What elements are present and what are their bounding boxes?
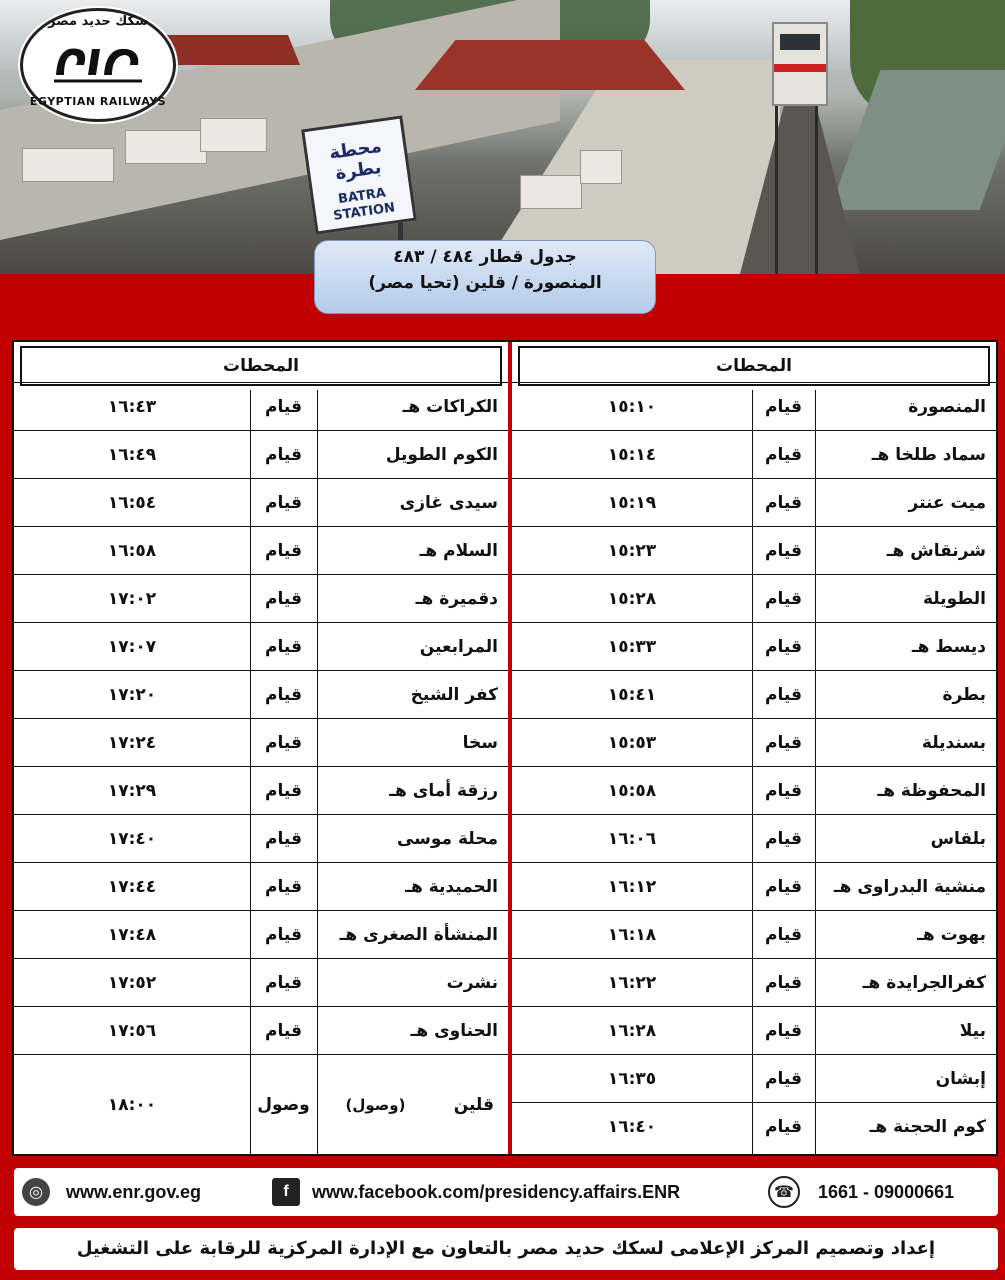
logo-english-text: EGYPTIAN RAILWAYS bbox=[29, 95, 167, 108]
station-name: المنصورة bbox=[908, 397, 986, 417]
status-label: قيام bbox=[765, 1069, 802, 1089]
train-image bbox=[772, 22, 828, 106]
table-row bbox=[14, 814, 508, 863]
status-label: قيام bbox=[265, 877, 302, 897]
table-row bbox=[14, 718, 508, 767]
table-row bbox=[512, 1054, 996, 1103]
status-label: قيام bbox=[265, 925, 302, 945]
station-name: كفر الشيخ bbox=[410, 685, 498, 705]
status-label: قيام bbox=[765, 1021, 802, 1041]
departure-time: ١٧:٠٧ bbox=[107, 637, 157, 657]
station-sign-english: BATRA STATION bbox=[332, 185, 396, 224]
table-row bbox=[512, 814, 996, 863]
status-label: قيام bbox=[265, 781, 302, 801]
status-label: قيام bbox=[765, 829, 802, 849]
station-name: سخا bbox=[462, 733, 498, 753]
departure-time: ١٦:٥٤ bbox=[107, 493, 157, 513]
logo-mark-icon bbox=[48, 35, 148, 91]
departure-time: ١٦:٤٩ bbox=[107, 445, 157, 465]
table-row bbox=[512, 670, 996, 719]
schedule-table bbox=[12, 340, 998, 1156]
table-row bbox=[14, 622, 508, 671]
station-name: الحميدية هـ bbox=[405, 877, 498, 897]
table-row bbox=[512, 718, 996, 767]
departure-time: ١٥:٢٨ bbox=[607, 589, 657, 609]
phone-icon: ☎ bbox=[768, 1176, 800, 1208]
table-row bbox=[512, 862, 996, 911]
departure-time: ١٦:٢٨ bbox=[607, 1021, 657, 1041]
table-row bbox=[512, 958, 996, 1007]
station-sign bbox=[301, 115, 417, 234]
status-label: قيام bbox=[765, 397, 802, 417]
station-name: بهوت هـ bbox=[917, 925, 986, 945]
station-name: بلقاس bbox=[930, 829, 986, 849]
status-label: قيام bbox=[265, 1021, 302, 1041]
table-row bbox=[14, 526, 508, 575]
status-label: قيام bbox=[765, 493, 802, 513]
departure-time: ١٥:١٤ bbox=[607, 445, 657, 465]
status-label: قيام bbox=[765, 637, 802, 657]
table-row bbox=[512, 910, 996, 959]
departure-time: ١٥:٢٣ bbox=[607, 541, 657, 561]
status-label: قيام bbox=[765, 541, 802, 561]
table-row bbox=[512, 430, 996, 479]
table-row-final bbox=[14, 1054, 508, 1155]
departure-time: ١٧:٢٩ bbox=[107, 781, 157, 801]
website-link[interactable]: www.enr.gov.eg bbox=[66, 1182, 202, 1202]
status-label: قيام bbox=[765, 733, 802, 753]
table-row bbox=[14, 574, 508, 623]
table-row bbox=[14, 862, 508, 911]
status-label: قيام bbox=[265, 445, 302, 465]
station-sign-arabic: محطة بطرة bbox=[327, 135, 383, 185]
departure-time: ١٦:٢٢ bbox=[607, 973, 657, 993]
logo-arabic-text: سكك حديد مصر bbox=[48, 14, 148, 29]
table-row bbox=[512, 382, 996, 431]
phone-number: 1661 - 09000661 bbox=[818, 1182, 955, 1202]
arrival-status: وصول bbox=[257, 1095, 310, 1115]
facebook-link[interactable]: www.facebook.com/presidency.affairs.ENR bbox=[312, 1182, 681, 1202]
departure-time: ١٧:٢٤ bbox=[107, 733, 157, 753]
status-label: قيام bbox=[265, 637, 302, 657]
status-label: قيام bbox=[765, 685, 802, 705]
status-label: قيام bbox=[265, 733, 302, 753]
departure-time: ١٥:٥٣ bbox=[607, 733, 657, 753]
station-name: الطويلة bbox=[922, 589, 986, 609]
status-label: قيام bbox=[265, 541, 302, 561]
departure-time: ١٥:٤١ bbox=[607, 685, 657, 705]
station-name: الحناوى هـ bbox=[410, 1021, 498, 1041]
schedule-title: جدول قطار ٤٨٤ / ٤٨٣ bbox=[393, 247, 577, 267]
table-row bbox=[512, 526, 996, 575]
departure-time: ١٧:٥٦ bbox=[107, 1021, 157, 1041]
status-label: قيام bbox=[265, 397, 302, 417]
station-name: سيدى غازى bbox=[399, 493, 498, 513]
station-name: شرنقاش هـ bbox=[886, 541, 986, 561]
departure-time: ١٦:٠٦ bbox=[607, 829, 657, 849]
station-name: دقميرة هـ bbox=[415, 589, 498, 609]
table-row bbox=[512, 574, 996, 623]
column-header-right: المحطات bbox=[518, 346, 990, 386]
departure-time: ١٧:٤٠ bbox=[107, 829, 157, 849]
station-name: بيلا bbox=[959, 1021, 986, 1041]
station-name: ميت عنتر bbox=[908, 493, 986, 513]
station-name: بطرة bbox=[942, 685, 986, 705]
station-name: الكراكات هـ bbox=[402, 397, 498, 417]
status-label: قيام bbox=[265, 685, 302, 705]
station-name: المحفوظة هـ bbox=[877, 781, 986, 801]
station-name: سماد طلخا هـ bbox=[871, 445, 986, 465]
arrival-time: ١٨:٠٠ bbox=[107, 1095, 157, 1115]
table-row bbox=[14, 382, 508, 431]
table-row bbox=[14, 478, 508, 527]
globe-icon: ◎ bbox=[22, 1178, 50, 1206]
contact-bar bbox=[14, 1168, 998, 1216]
departure-time: ١٦:٤٣ bbox=[107, 397, 157, 417]
table-row bbox=[14, 1006, 508, 1055]
table-row bbox=[512, 1006, 996, 1055]
departure-time: ١٦:٣٥ bbox=[607, 1069, 657, 1089]
station-name: محلة موسى bbox=[396, 829, 498, 849]
status-label: قيام bbox=[265, 493, 302, 513]
egyptian-railways-logo bbox=[20, 8, 176, 122]
departure-time: ١٥:١٠ bbox=[607, 397, 657, 417]
departure-time: ١٧:٤٨ bbox=[107, 925, 157, 945]
departure-time: ١٥:٥٨ bbox=[607, 781, 657, 801]
station-name: إبشان bbox=[935, 1069, 986, 1089]
status-label: قيام bbox=[765, 973, 802, 993]
facebook-icon: f bbox=[272, 1178, 300, 1206]
column-header-left: المحطات bbox=[20, 346, 502, 386]
status-label: قيام bbox=[765, 781, 802, 801]
station-name: نشرت bbox=[446, 973, 498, 993]
status-label: قيام bbox=[765, 589, 802, 609]
departure-time: ١٧:٠٢ bbox=[107, 589, 157, 609]
table-row bbox=[14, 670, 508, 719]
table-row bbox=[512, 766, 996, 815]
status-label: قيام bbox=[765, 877, 802, 897]
status-label: قيام bbox=[265, 589, 302, 609]
table-row bbox=[14, 766, 508, 815]
table-row bbox=[512, 622, 996, 671]
station-name: بسنديلة bbox=[921, 733, 986, 753]
credit-line: إعداد وتصميم المركز الإعلامى لسكك حديد مصر بالتعاون مع الإدارة المركزية للرقابة على التشغيل bbox=[14, 1228, 998, 1270]
station-name: المرابعين bbox=[419, 637, 498, 657]
departure-time: ١٧:٤٤ bbox=[107, 877, 157, 897]
table-row bbox=[512, 1102, 996, 1151]
departure-time: ١٧:٥٢ bbox=[107, 973, 157, 993]
departure-time: ١٥:٣٣ bbox=[607, 637, 657, 657]
station-name: رزقة أماى هـ bbox=[389, 781, 498, 801]
station-name: الكوم الطويل bbox=[385, 445, 498, 465]
status-label: قيام bbox=[765, 1117, 802, 1137]
station-name: المنشأة الصغرى هـ bbox=[339, 925, 498, 945]
table-row bbox=[512, 478, 996, 527]
station-name: كوم الحجنة هـ bbox=[869, 1117, 986, 1137]
departure-time: ١٦:١٢ bbox=[607, 877, 657, 897]
departure-time: ١٧:٢٠ bbox=[107, 685, 157, 705]
station-name: منشية البدراوى هـ bbox=[833, 877, 986, 897]
departure-time: ١٥:١٩ bbox=[607, 493, 657, 513]
station-name: كفرالجرايدة هـ bbox=[862, 973, 986, 993]
status-label: قيام bbox=[765, 925, 802, 945]
status-label: قيام bbox=[265, 973, 302, 993]
departure-time: ١٦:٥٨ bbox=[107, 541, 157, 561]
status-label: قيام bbox=[765, 445, 802, 465]
departure-time: ١٦:٤٠ bbox=[607, 1117, 657, 1137]
schedule-column-right bbox=[512, 342, 996, 1154]
station-name: قلين bbox=[453, 1095, 494, 1115]
arrival-note: (وصول) bbox=[345, 1096, 406, 1114]
station-name: ديسط هـ bbox=[911, 637, 986, 657]
schedule-column-left bbox=[14, 342, 508, 1154]
schedule-title-box bbox=[314, 240, 656, 314]
schedule-route: المنصورة / قلين (تحيا مصر) bbox=[368, 273, 602, 293]
table-row bbox=[14, 430, 508, 479]
table-row bbox=[14, 958, 508, 1007]
table-row bbox=[14, 910, 508, 959]
departure-time: ١٦:١٨ bbox=[607, 925, 657, 945]
status-label: قيام bbox=[265, 829, 302, 849]
station-name: السلام هـ bbox=[419, 541, 498, 561]
